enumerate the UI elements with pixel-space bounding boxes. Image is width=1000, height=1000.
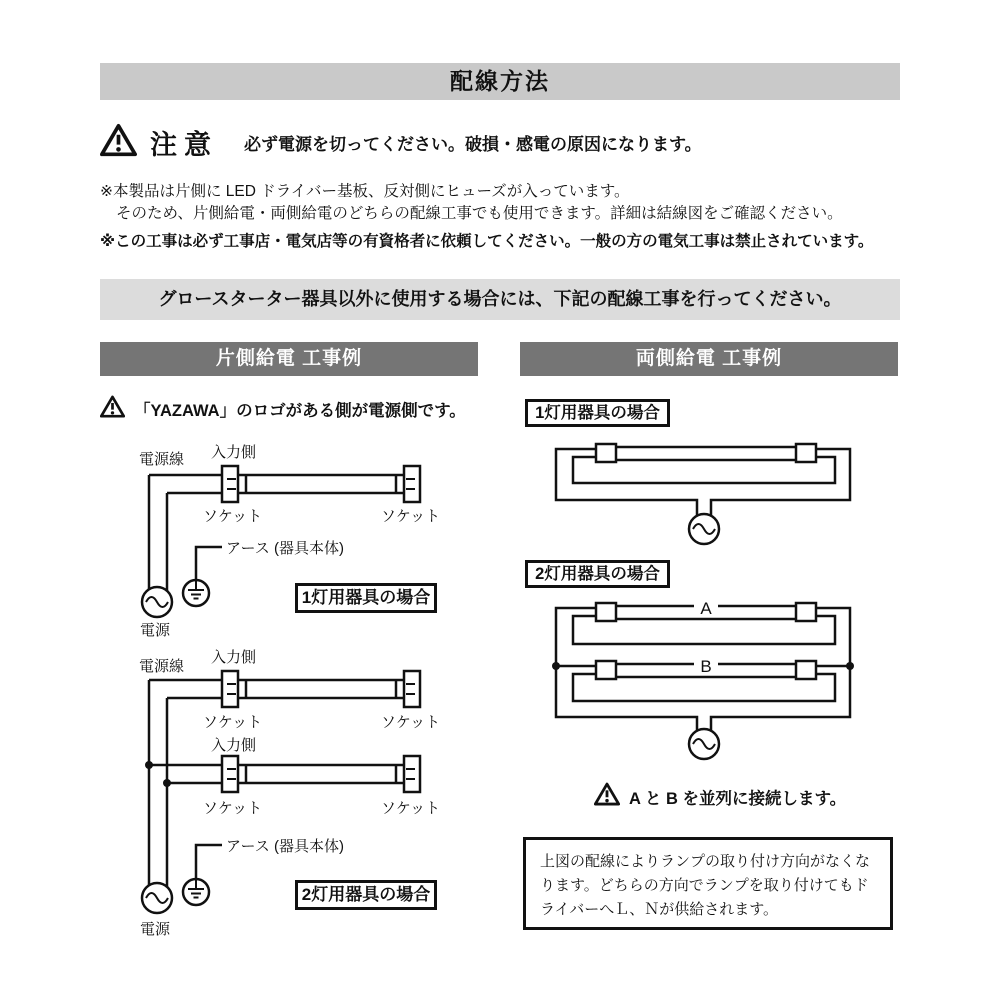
- input-side-label: 入力側: [211, 649, 257, 666]
- tube-b-label: B: [700, 657, 712, 676]
- power-line-label: 電源線: [139, 658, 185, 675]
- power-line-label: 電源線: [139, 451, 185, 468]
- right-caption-two-lamp: 2灯用器具の場合: [525, 560, 670, 588]
- input-side-label: 入力側: [211, 737, 257, 754]
- parallel-note-text: A と B を並列に接続します。: [629, 789, 847, 808]
- socket-label: ソケット: [381, 800, 441, 817]
- earth-label: アース (器具本体): [226, 540, 344, 557]
- product-note-line2: そのため、片側給電・両側給電のどちらの配線工事でも使用できます。詳細は結線図をご確認ください。: [116, 205, 843, 222]
- socket-label: ソケット: [203, 800, 263, 817]
- socket-label: ソケット: [381, 508, 441, 525]
- left-caption-two-lamp: 2灯用器具の場合: [295, 880, 437, 910]
- junction-dot: [163, 779, 171, 787]
- diagram-both-side-two-lamp: [552, 599, 854, 759]
- socket-label: ソケット: [203, 714, 263, 731]
- section-header-both-side: 両側給電 工事例: [520, 342, 898, 376]
- qualified-note: ※この工事は必ず工事店・電気店等の有資格者に依頼してください。一般の方の電気工事は禁止されています。: [100, 233, 874, 250]
- junction-dot: [145, 761, 153, 769]
- section-header-one-side: 片側給電 工事例: [100, 342, 478, 376]
- page-title: 配線方法: [100, 63, 900, 100]
- power-label: 電源: [140, 622, 171, 639]
- yazawa-note-text: 「YAZAWA」のロゴがある側が電源側です。: [134, 402, 466, 420]
- socket-label: ソケット: [381, 714, 441, 731]
- diagram-both-side-single-lamp: [556, 444, 850, 544]
- diagram-one-side-single-lamp: [139, 444, 440, 639]
- tube-a-label: A: [700, 599, 712, 618]
- input-side-label: 入力側: [211, 444, 257, 461]
- caution-label: 注意: [150, 130, 218, 160]
- right-caption-one-lamp: 1灯用器具の場合: [525, 399, 670, 427]
- junction-dot: [846, 662, 854, 670]
- junction-dot: [552, 662, 560, 670]
- product-note-line1: ※本製品は片側に LED ドライバー基板、反対側にヒューズが入っています。: [100, 183, 630, 200]
- usage-banner: グロースターター器具以外に使用する場合には、下記の配線工事を行ってください。: [100, 279, 900, 320]
- caution-text: 必ず電源を切ってください。破損・感電の原因になります。: [244, 135, 702, 154]
- left-caption-one-lamp: 1灯用器具の場合: [295, 583, 437, 613]
- earth-label: アース (器具本体): [226, 838, 344, 855]
- socket-label: ソケット: [203, 508, 263, 525]
- diagram-one-side-two-lamp: [139, 649, 440, 938]
- power-label: 電源: [140, 921, 171, 938]
- bottom-note-box: 上図の配線によりランプの取り付け方向がなくなります。どちらの方向でランプを取り付けてもドライバーへＬ、Ｎが供給されます。: [523, 837, 893, 930]
